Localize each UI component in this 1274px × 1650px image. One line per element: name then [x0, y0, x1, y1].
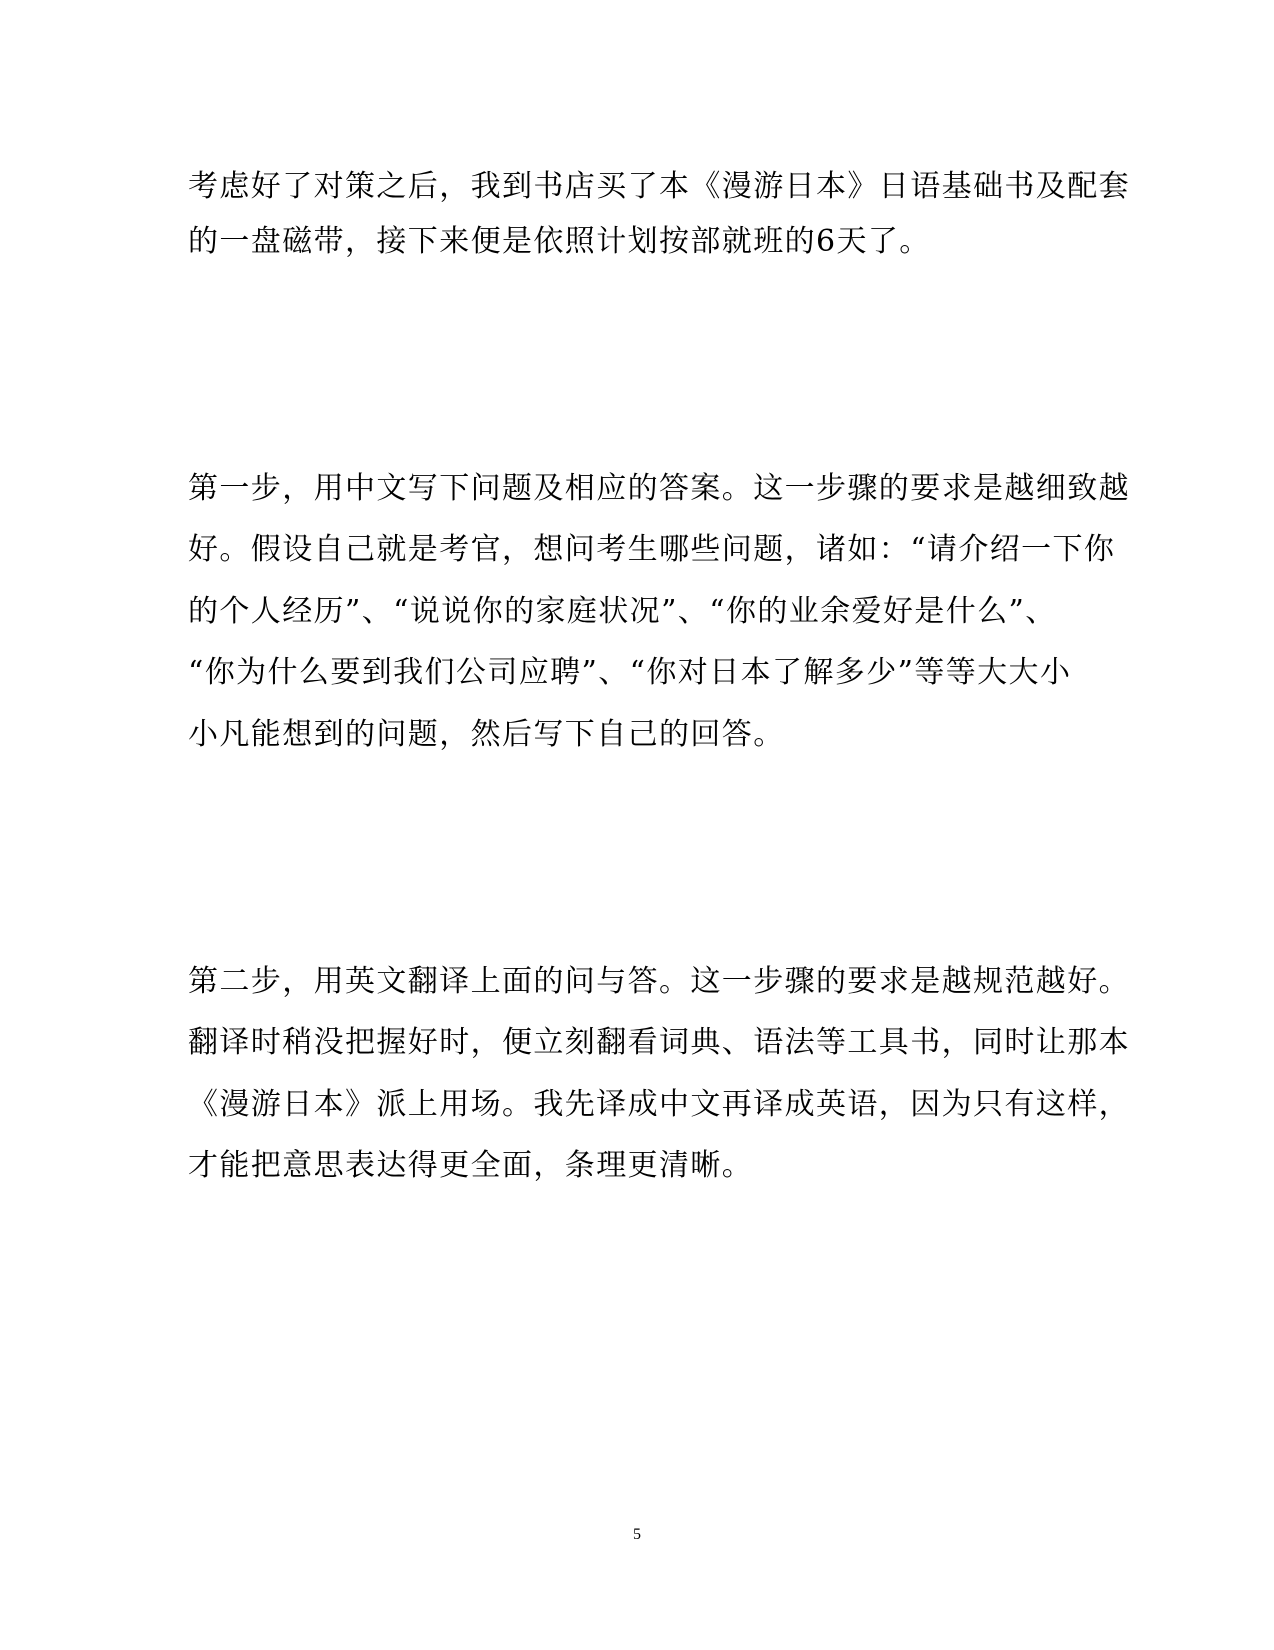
paragraph-line: 才能把意思表达得更全面，条理更清晰。 [188, 1148, 754, 1183]
paragraph-line: 好。假设自己就是考官，想问考生哪些问题，诸如：“请介绍一下你 [188, 532, 1116, 567]
paragraph-line: 翻译时稍没把握好时，便立刻翻看词典、语法等工具书，同时让那本 [188, 1025, 1130, 1060]
paragraph-line: 的一盘磁带，接下来便是依照计划按部就班的6天了。 [188, 224, 931, 259]
page-number: 5 [633, 1526, 641, 1543]
paragraph-line: 的个人经历”、“说说你的家庭状况”、“你的业余爱好是什么”、 [188, 594, 1057, 629]
paragraph-line: 小凡能想到的问题，然后写下自己的回答。 [188, 717, 785, 752]
paragraph-line: 《漫游日本》派上用场。我先译成中文再译成英语，因为只有这样， [188, 1087, 1130, 1122]
paragraph-line: 第二步，用英文翻译上面的问与答。这一步骤的要求是越规范越好。 [188, 964, 1130, 999]
paragraph-line: 考虑好了对策之后，我到书店买了本《漫游日本》日语基础书及配套 [188, 169, 1130, 204]
paragraph-line: “你为什么要到我们公司应聘”、“你对日本了解多少”等等大大小 [188, 655, 1072, 690]
paragraph-line: 第一步，用中文写下问题及相应的答案。这一步骤的要求是越细致越 [188, 471, 1130, 506]
